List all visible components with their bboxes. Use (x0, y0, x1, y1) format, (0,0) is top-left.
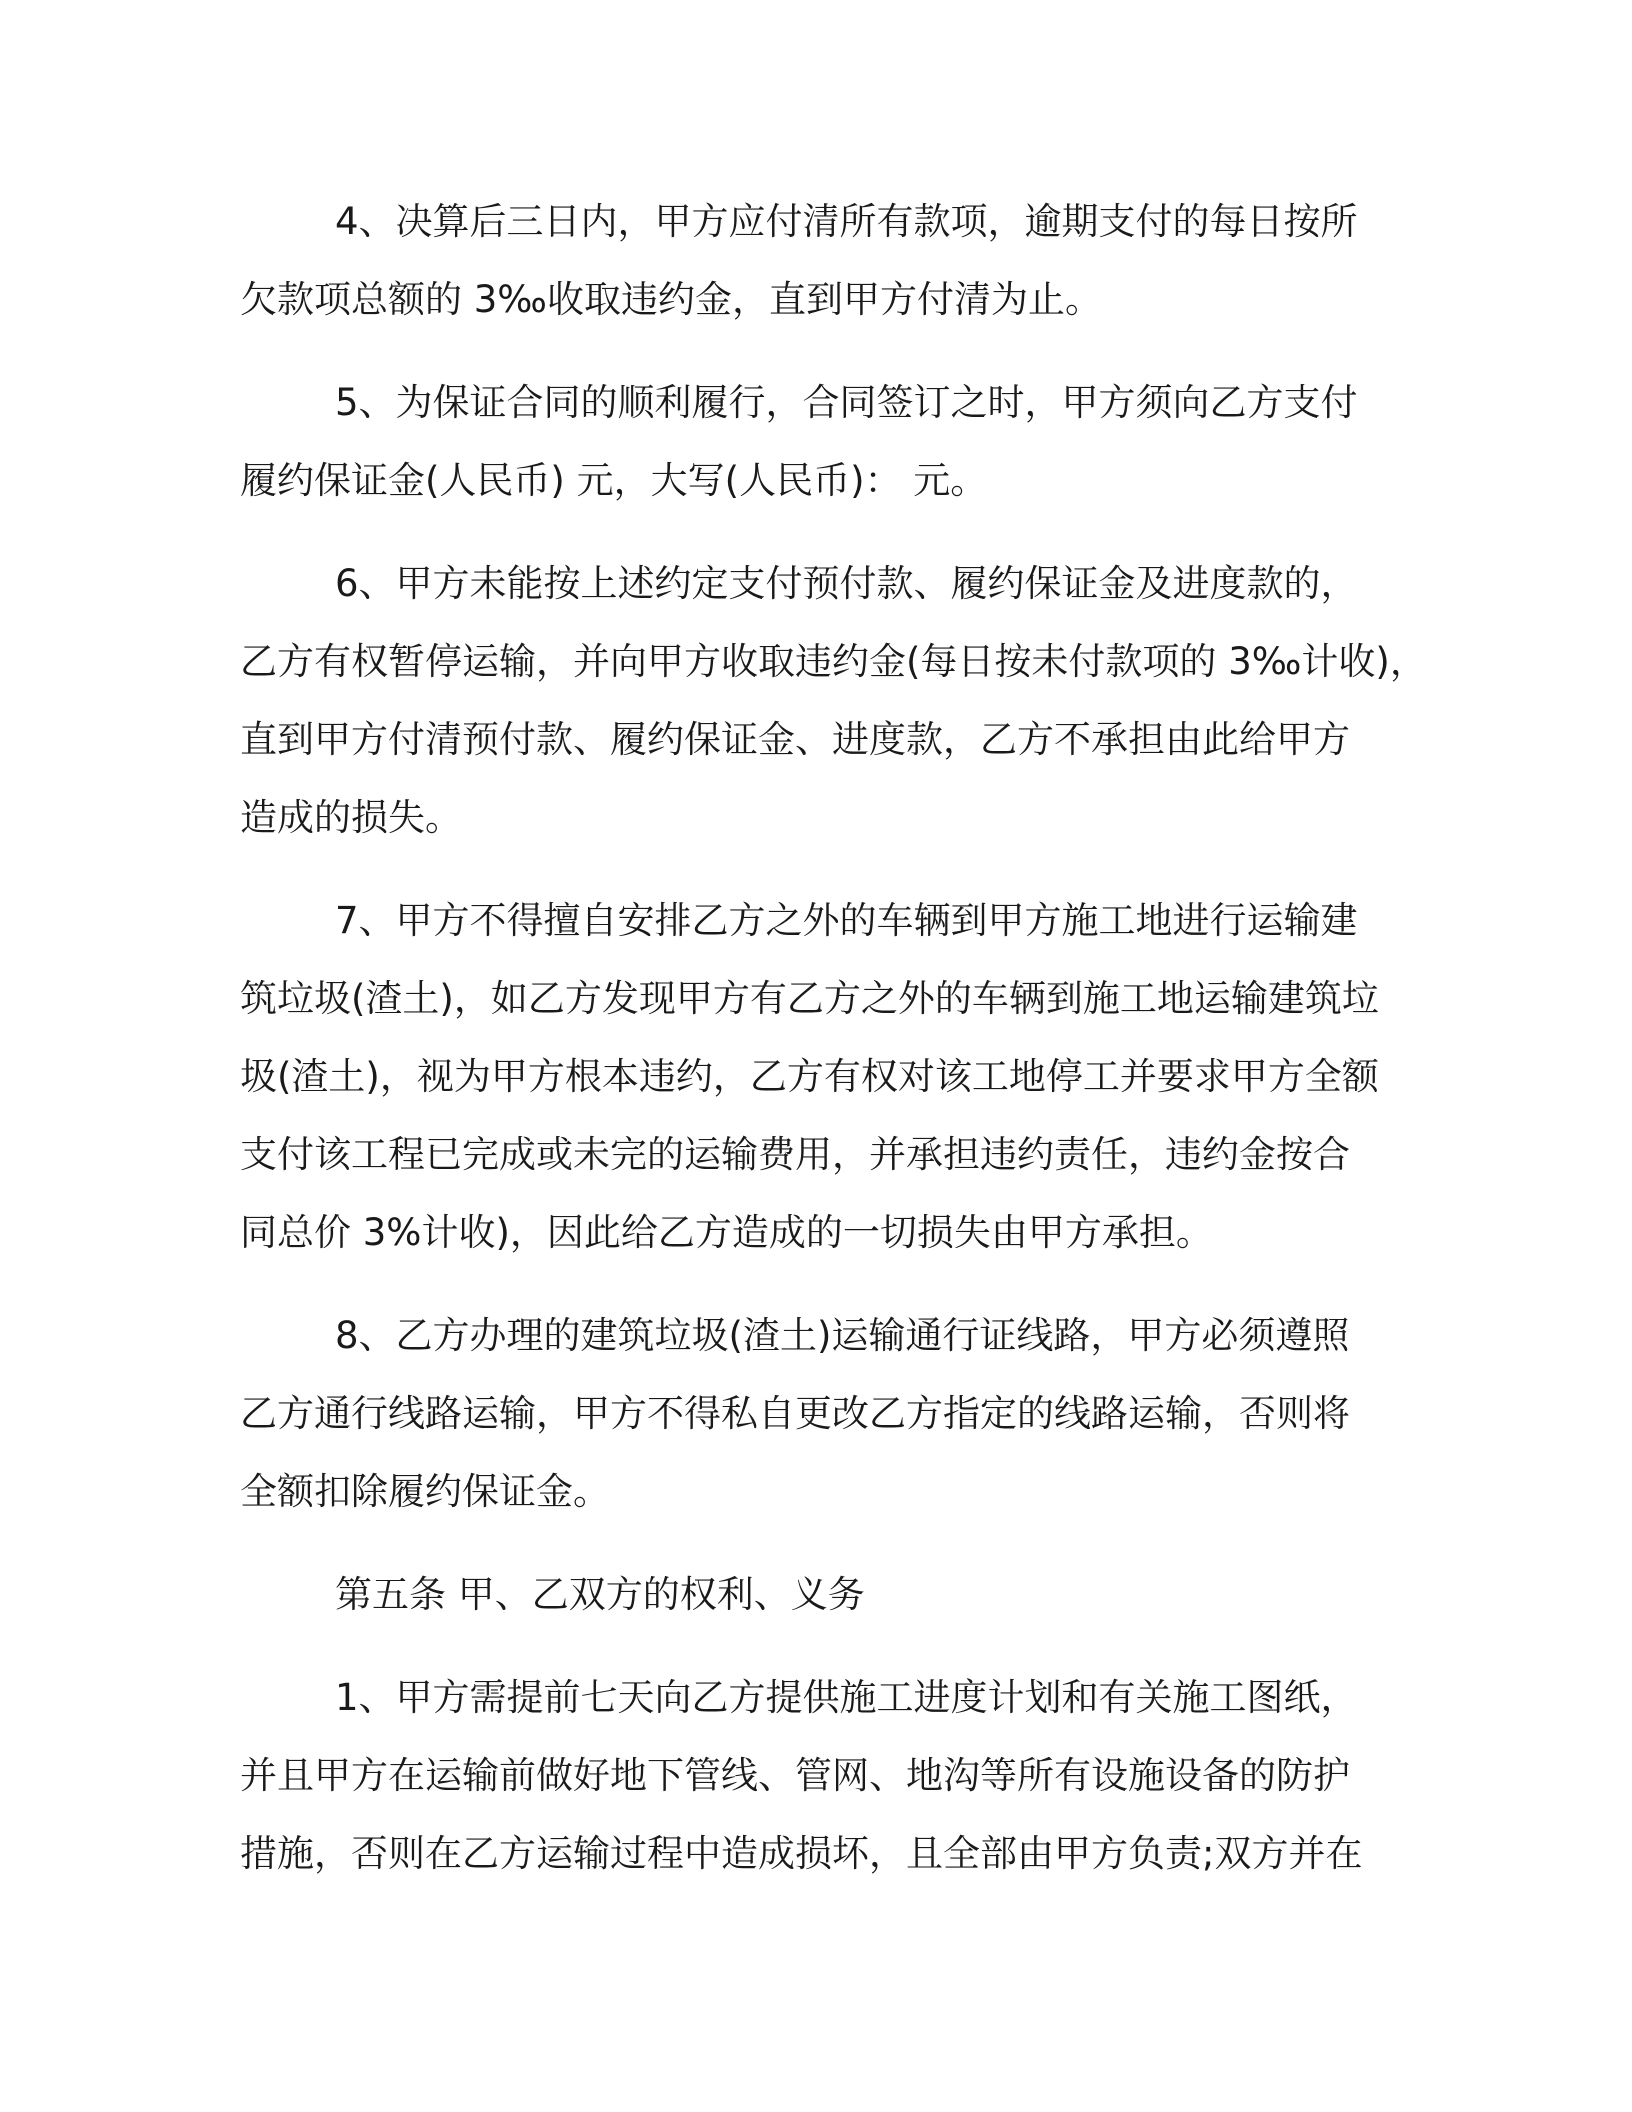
text-line: 履约保证金(人民币) 元，大写(人民币)： 元。 (240, 459, 988, 502)
text-line: 同总价 3%计收)，因此给乙方造成的一切损失由甲方承担。 (240, 1211, 1213, 1254)
text-line: 造成的损失。 (240, 796, 462, 839)
clause-5-paragraph (240, 364, 1405, 520)
text-line: 全额扣除履约保证金。 (240, 1470, 610, 1513)
text-line: 直到甲方付清预付款、履约保证金、进度款，乙方不承担由此给甲方 (240, 718, 1350, 761)
section-heading: 第五条 甲、乙双方的权利、义务 (335, 1573, 865, 1616)
text-line: 圾(渣土)，视为甲方根本违约，乙方有权对该工地停工并要求甲方全额 (240, 1055, 1379, 1098)
text-line: 筑垃圾(渣土)，如乙方发现甲方有乙方之外的车辆到施工地运输建筑垃 (240, 977, 1379, 1020)
text-line: 5、为保证合同的顺利履行，合同签订之时，甲方须向乙方支付 (335, 381, 1358, 424)
text-line: 6、甲方未能按上述约定支付预付款、履约保证金及进度款的， (335, 562, 1358, 605)
text-line: 措施，否则在乙方运输过程中造成损坏，且全部由甲方负责;双方并在 (240, 1832, 1363, 1875)
clause-4-paragraph (240, 183, 1405, 339)
document-body (240, 183, 1427, 1918)
article-5-clause-1-paragraph (240, 1659, 1405, 1893)
clause-8-paragraph (240, 1297, 1405, 1531)
text-line: 支付该工程已完成或未完的运输费用，并承担违约责任，违约金按合 (240, 1133, 1350, 1176)
text-line: 乙方通行线路运输，甲方不得私自更改乙方指定的线路运输，否则将 (240, 1392, 1350, 1435)
article-5-heading (240, 1556, 1405, 1634)
text-line: 乙方有权暂停运输，并向甲方收取违约金(每日按未付款项的 3‰计收)， (240, 640, 1427, 683)
text-line: 4、决算后三日内，甲方应付清所有款项，逾期支付的每日按所 (335, 200, 1358, 243)
text-line: 并且甲方在运输前做好地下管线、管网、地沟等所有设施设备的防护 (240, 1754, 1350, 1797)
text-line: 欠款项总额的 3‰收取违约金，直到甲方付清为止。 (240, 278, 1102, 321)
clause-6-paragraph (240, 545, 1427, 857)
clause-7-paragraph (240, 882, 1405, 1272)
text-line: 8、乙方办理的建筑垃圾(渣土)运输通行证线路，甲方必须遵照 (335, 1314, 1350, 1357)
text-line: 7、甲方不得擅自安排乙方之外的车辆到甲方施工地进行运输建 (335, 899, 1358, 942)
text-line: 1、甲方需提前七天向乙方提供施工进度计划和有关施工图纸， (335, 1676, 1358, 1719)
